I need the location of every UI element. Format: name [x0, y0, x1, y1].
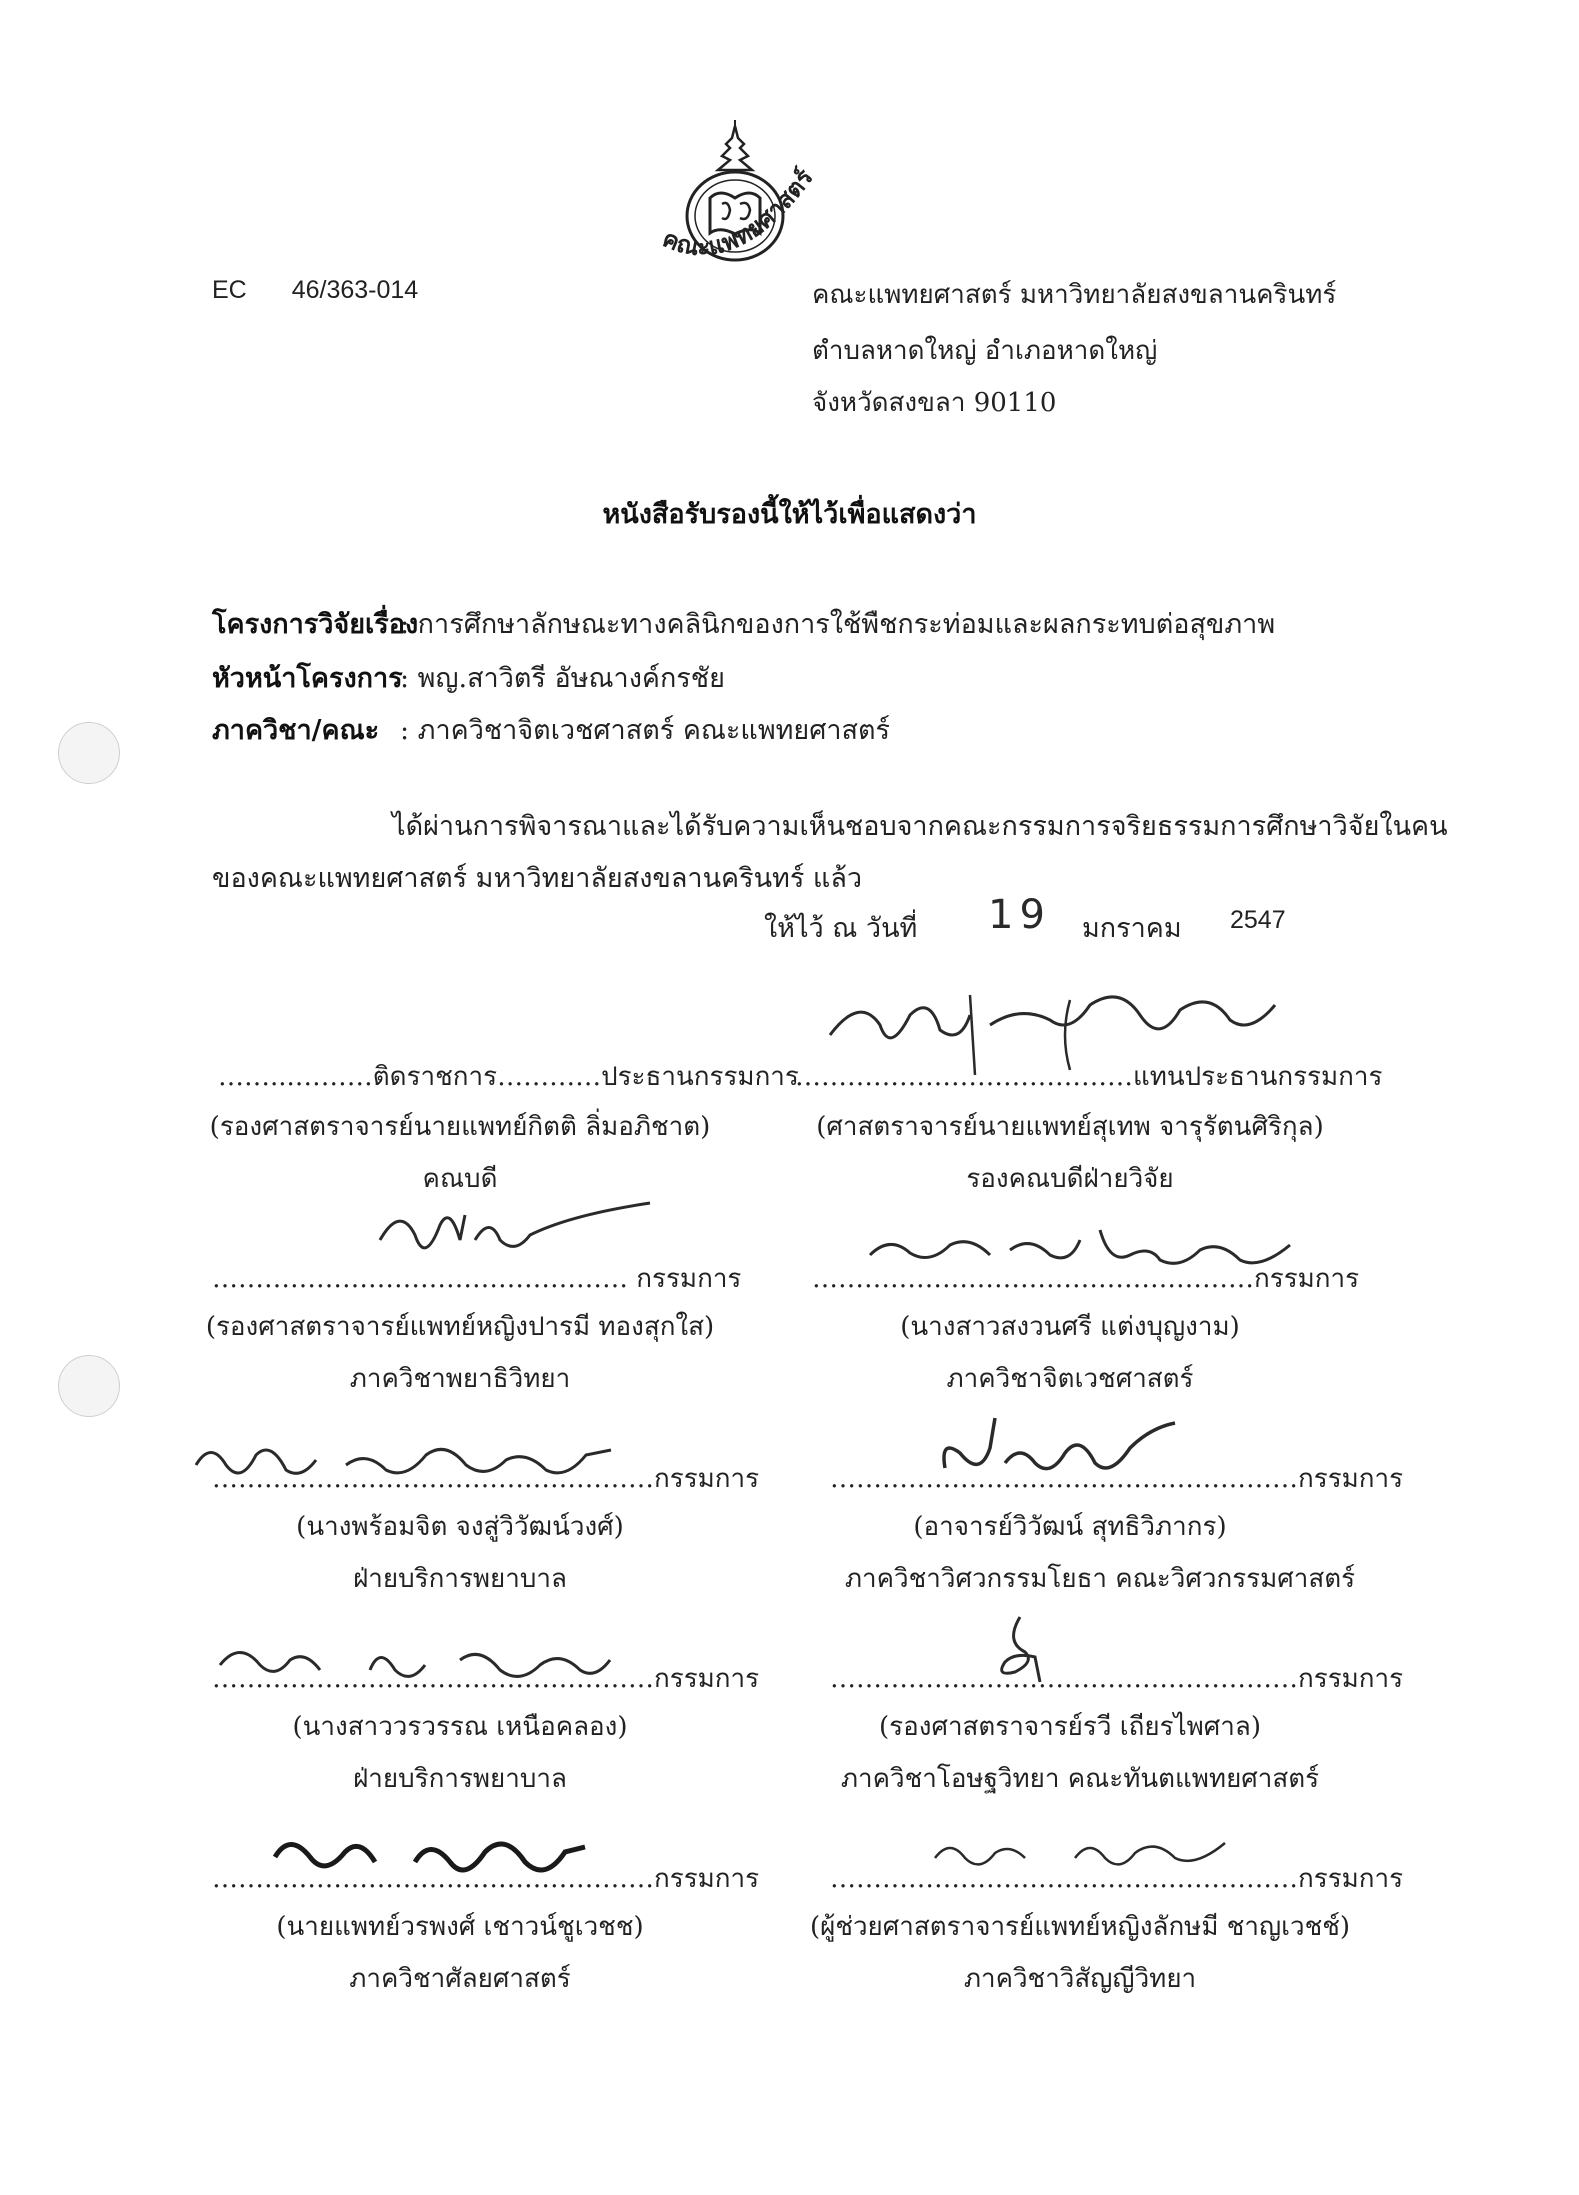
- signatory-dept: ฝ่ายบริการพยาบาล: [353, 1564, 567, 1594]
- signatory-name: (อาจารย์วิวัฒน์ สุทธิวิภากร): [913, 1512, 1227, 1542]
- signatory-name: (นางสาวสงวนศรี แต่งบุญงาม): [900, 1312, 1240, 1342]
- faculty-seal-logo: [640, 118, 830, 288]
- signature-line: ………………………………………… กรรมการ: [212, 1264, 742, 1294]
- seal-arc-text: คณะแพทยศาสตร์: [658, 163, 819, 262]
- punch-hole-bottom: [58, 1355, 120, 1417]
- document-title: หนังสือรับรองนี้ให้ไว้เพื่อแสดงว่า: [602, 499, 977, 530]
- signatory-dept: ภาควิชาวิสัญญีวิทยา: [963, 1964, 1197, 1994]
- ec-number: 46/363-014: [291, 276, 419, 304]
- signatory-name: (รองศาสตราจารย์รวี เถียรไพศาล): [879, 1712, 1261, 1742]
- signature-line: ……………………………………………กรรมการ: [212, 1664, 760, 1694]
- date-day: 19: [988, 892, 1051, 938]
- statement-line-1: ได้ผ่านการพิจารณาและได้รับความเห็นชอบจากคณะกรรมการจริยธรรมการศึกษาวิจัยในคน: [392, 811, 1448, 842]
- project-title-value: : การศึกษาลักษณะทางคลินิกของการใช้พืชกระท่อมและผลกระทบต่อสุขภาพ: [400, 609, 1276, 640]
- signatory-name: (รองศาสตราจารย์แพทย์หญิงปารมี ทองสุกใส): [205, 1312, 715, 1342]
- address-line-1: คณะแพทยศาสตร์ มหาวิทยาลัยสงขลานครินทร์: [812, 280, 1337, 310]
- project-dept-value: : ภาควิชาจิตเวชศาสตร์ คณะแพทยศาสตร์: [400, 715, 891, 746]
- signature-line: …………………………………แทนประธานกรรมการ: [795, 1062, 1383, 1092]
- statement-line-2: ของคณะแพทยศาสตร์ มหาวิทยาลัยสงขลานครินทร์ แล้ว: [212, 863, 863, 894]
- signatory-dept: ภาควิชาวิศวกรรมโยธา คณะวิศวกรรมศาสตร์: [844, 1564, 1356, 1594]
- address-line-2: ตำบลหาดใหญ่ อำเภอหาดใหญ่: [812, 336, 1158, 366]
- signatory-dept: ภาควิชาโอษฐวิทยา คณะทันตแพทยศาสตร์: [840, 1764, 1320, 1794]
- date-year: 2547: [1230, 906, 1286, 934]
- signature-line: ………………………………………………กรรมการ: [830, 1464, 1404, 1494]
- date-month: มกราคม: [1082, 913, 1182, 944]
- project-leader-label: หัวหน้าโครงการ: [212, 663, 403, 694]
- ec-label: EC: [212, 276, 247, 304]
- signature-line: ………………………………………………กรรมการ: [830, 1864, 1404, 1894]
- signatory-dept: ฝ่ายบริการพยาบาล: [353, 1764, 567, 1794]
- signature-line: ……………………………………………กรรมการ: [212, 1864, 760, 1894]
- signatory-dept: คณบดี: [422, 1164, 498, 1194]
- project-title-label: โครงการวิจัยเรื่อง: [212, 609, 419, 640]
- signature-line: ……...………ติดราชการ…………ประธานกรรมการ: [218, 1062, 799, 1092]
- signatory-name: (ผู้ช่วยศาสตราจารย์แพทย์หญิงลักษมี ชาญเวชช์): [809, 1912, 1351, 1942]
- signature-line: ………………………………………………กรรมการ: [830, 1664, 1404, 1694]
- signatory-name: (นายแพทย์วรพงศ์ เชาวน์ชูเวชช): [276, 1912, 644, 1942]
- signatory-name: (รองศาสตราจารย์นายแพทย์กิตติ ลิ่มอภิชาต): [209, 1112, 711, 1142]
- signatory-name: (นางพร้อมจิต จงสู่วิวัฒน์วงศ์): [296, 1512, 624, 1542]
- signatory-dept: ภาควิชาศัลยศาสตร์: [349, 1964, 571, 1994]
- address-line-3: จังหวัดสงขลา 90110: [812, 388, 1057, 418]
- punch-hole-top: [58, 722, 120, 784]
- project-dept-label: ภาควิชา/คณะ: [212, 715, 380, 746]
- signatory-name: (ศาสตราจารย์นายแพทย์สุเทพ จารุรัตนศิริกุล): [816, 1112, 1324, 1142]
- signatory-dept: รองคณบดีฝ่ายวิจัย: [966, 1164, 1174, 1194]
- signature-line: ……………………………………………กรรมการ: [212, 1464, 760, 1494]
- signatory-name: (นางสาววรวรรณ เหนือคลอง): [292, 1712, 628, 1742]
- date-prefix: ให้ไว้ ณ วันที่: [764, 913, 918, 944]
- signature-line: ……………………………………………กรรมการ: [812, 1264, 1360, 1294]
- project-leader-value: : พญ.สาวิตรี อัษณางค์กรชัย: [400, 663, 725, 694]
- signatory-dept: ภาควิชาจิตเวชศาสตร์: [946, 1364, 1194, 1394]
- signatory-dept: ภาควิชาพยาธิวิทยา: [349, 1364, 571, 1394]
